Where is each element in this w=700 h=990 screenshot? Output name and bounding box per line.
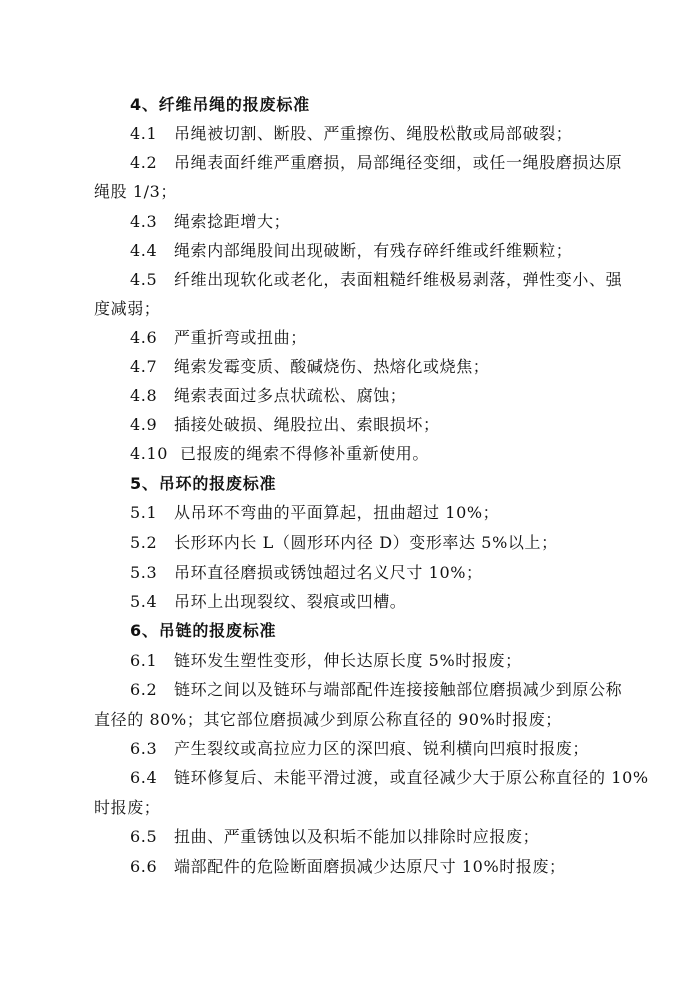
item-continuation: 度减弱； [94, 299, 161, 318]
item-text: 从吊环不弯曲的平面算起，扭曲超过 10%； [174, 503, 500, 522]
item-number: 6.5 [130, 827, 158, 846]
item-number: 4.6 [130, 328, 158, 347]
item-text: 吊绳表面纤维严重磨损，局部绳径变细，或任一绳股磨损达原 [174, 153, 623, 172]
item-number: 6.3 [130, 739, 158, 758]
item-number: 5.2 [130, 533, 158, 552]
item-number: 4.3 [130, 212, 158, 231]
item-text: 长形环内长 L（圆形环内径 D）变形率达 5%以上； [174, 533, 558, 552]
item-number: 4.7 [130, 357, 158, 376]
item-number: 4.5 [130, 270, 158, 289]
item-text: 绳索表面过多点状疏松、腐蚀； [174, 386, 407, 405]
item-text: 端部配件的危险断面磨损减少达原尺寸 10%时报废； [174, 857, 566, 876]
item-continuation: 时报废； [94, 798, 161, 817]
section-heading: 5、吊环的报废标准 [130, 474, 277, 493]
item-text: 扭曲、严重锈蚀以及积垢不能加以排除时应报废； [174, 827, 540, 846]
item-number: 6.2 [130, 680, 158, 699]
item-text: 链环之间以及链环与端部配件连接接触部位磨损减少到原公称 [174, 680, 623, 699]
item-number: 6.6 [130, 857, 158, 876]
item-number: 5.1 [130, 503, 158, 522]
item-continuation: 直径的 80%；其它部位磨损减少到原公称直径的 90%时报废； [94, 710, 562, 729]
item-number: 4.10 [130, 444, 169, 463]
item-text: 产生裂纹或高拉应力区的深凹痕、锐利横向凹痕时报废； [174, 739, 590, 758]
item-text: 吊绳被切割、断股、严重擦伤、绳股松散或局部破裂； [174, 124, 573, 143]
item-number: 4.1 [130, 124, 158, 143]
item-number: 4.8 [130, 386, 158, 405]
item-text: 链环修复后、未能平滑过渡，或直径减少大于原公称直径的 10% [174, 768, 649, 787]
item-number: 4.2 [130, 153, 158, 172]
item-number: 5.3 [130, 563, 158, 582]
item-text: 吊环上出现裂纹、裂痕或凹槽。 [174, 592, 407, 611]
item-text: 插接处破损、绳股拉出、索眼损坏； [174, 415, 440, 434]
item-text: 吊环直径磨损或锈蚀超过名义尺寸 10%； [174, 563, 483, 582]
item-number: 4.9 [130, 415, 158, 434]
section-heading: 6、吊链的报废标准 [130, 621, 277, 640]
item-number: 5.4 [130, 592, 158, 611]
section-heading: 4、纤维吊绳的报废标准 [130, 95, 310, 114]
item-text: 绳索捻距增大； [174, 212, 291, 231]
item-text: 绳索发霉变质、酸碱烧伤、热熔化或烧焦； [174, 357, 490, 376]
item-text: 已报废的绳索不得修补重新使用。 [180, 444, 430, 463]
item-continuation: 绳股 1/3； [94, 182, 178, 201]
item-number: 6.1 [130, 651, 158, 670]
item-text: 链环发生塑性变形，伸长达原长度 5%时报废； [174, 651, 522, 670]
item-number: 4.4 [130, 241, 158, 260]
item-text: 严重折弯或扭曲； [174, 328, 307, 347]
item-text: 纤维出现软化或老化，表面粗糙纤维极易剥落，弹性变小、强 [174, 270, 623, 289]
item-text: 绳索内部绳股间出现破断，有残存碎纤维或纤维颗粒； [174, 241, 573, 260]
item-number: 6.4 [130, 768, 158, 787]
